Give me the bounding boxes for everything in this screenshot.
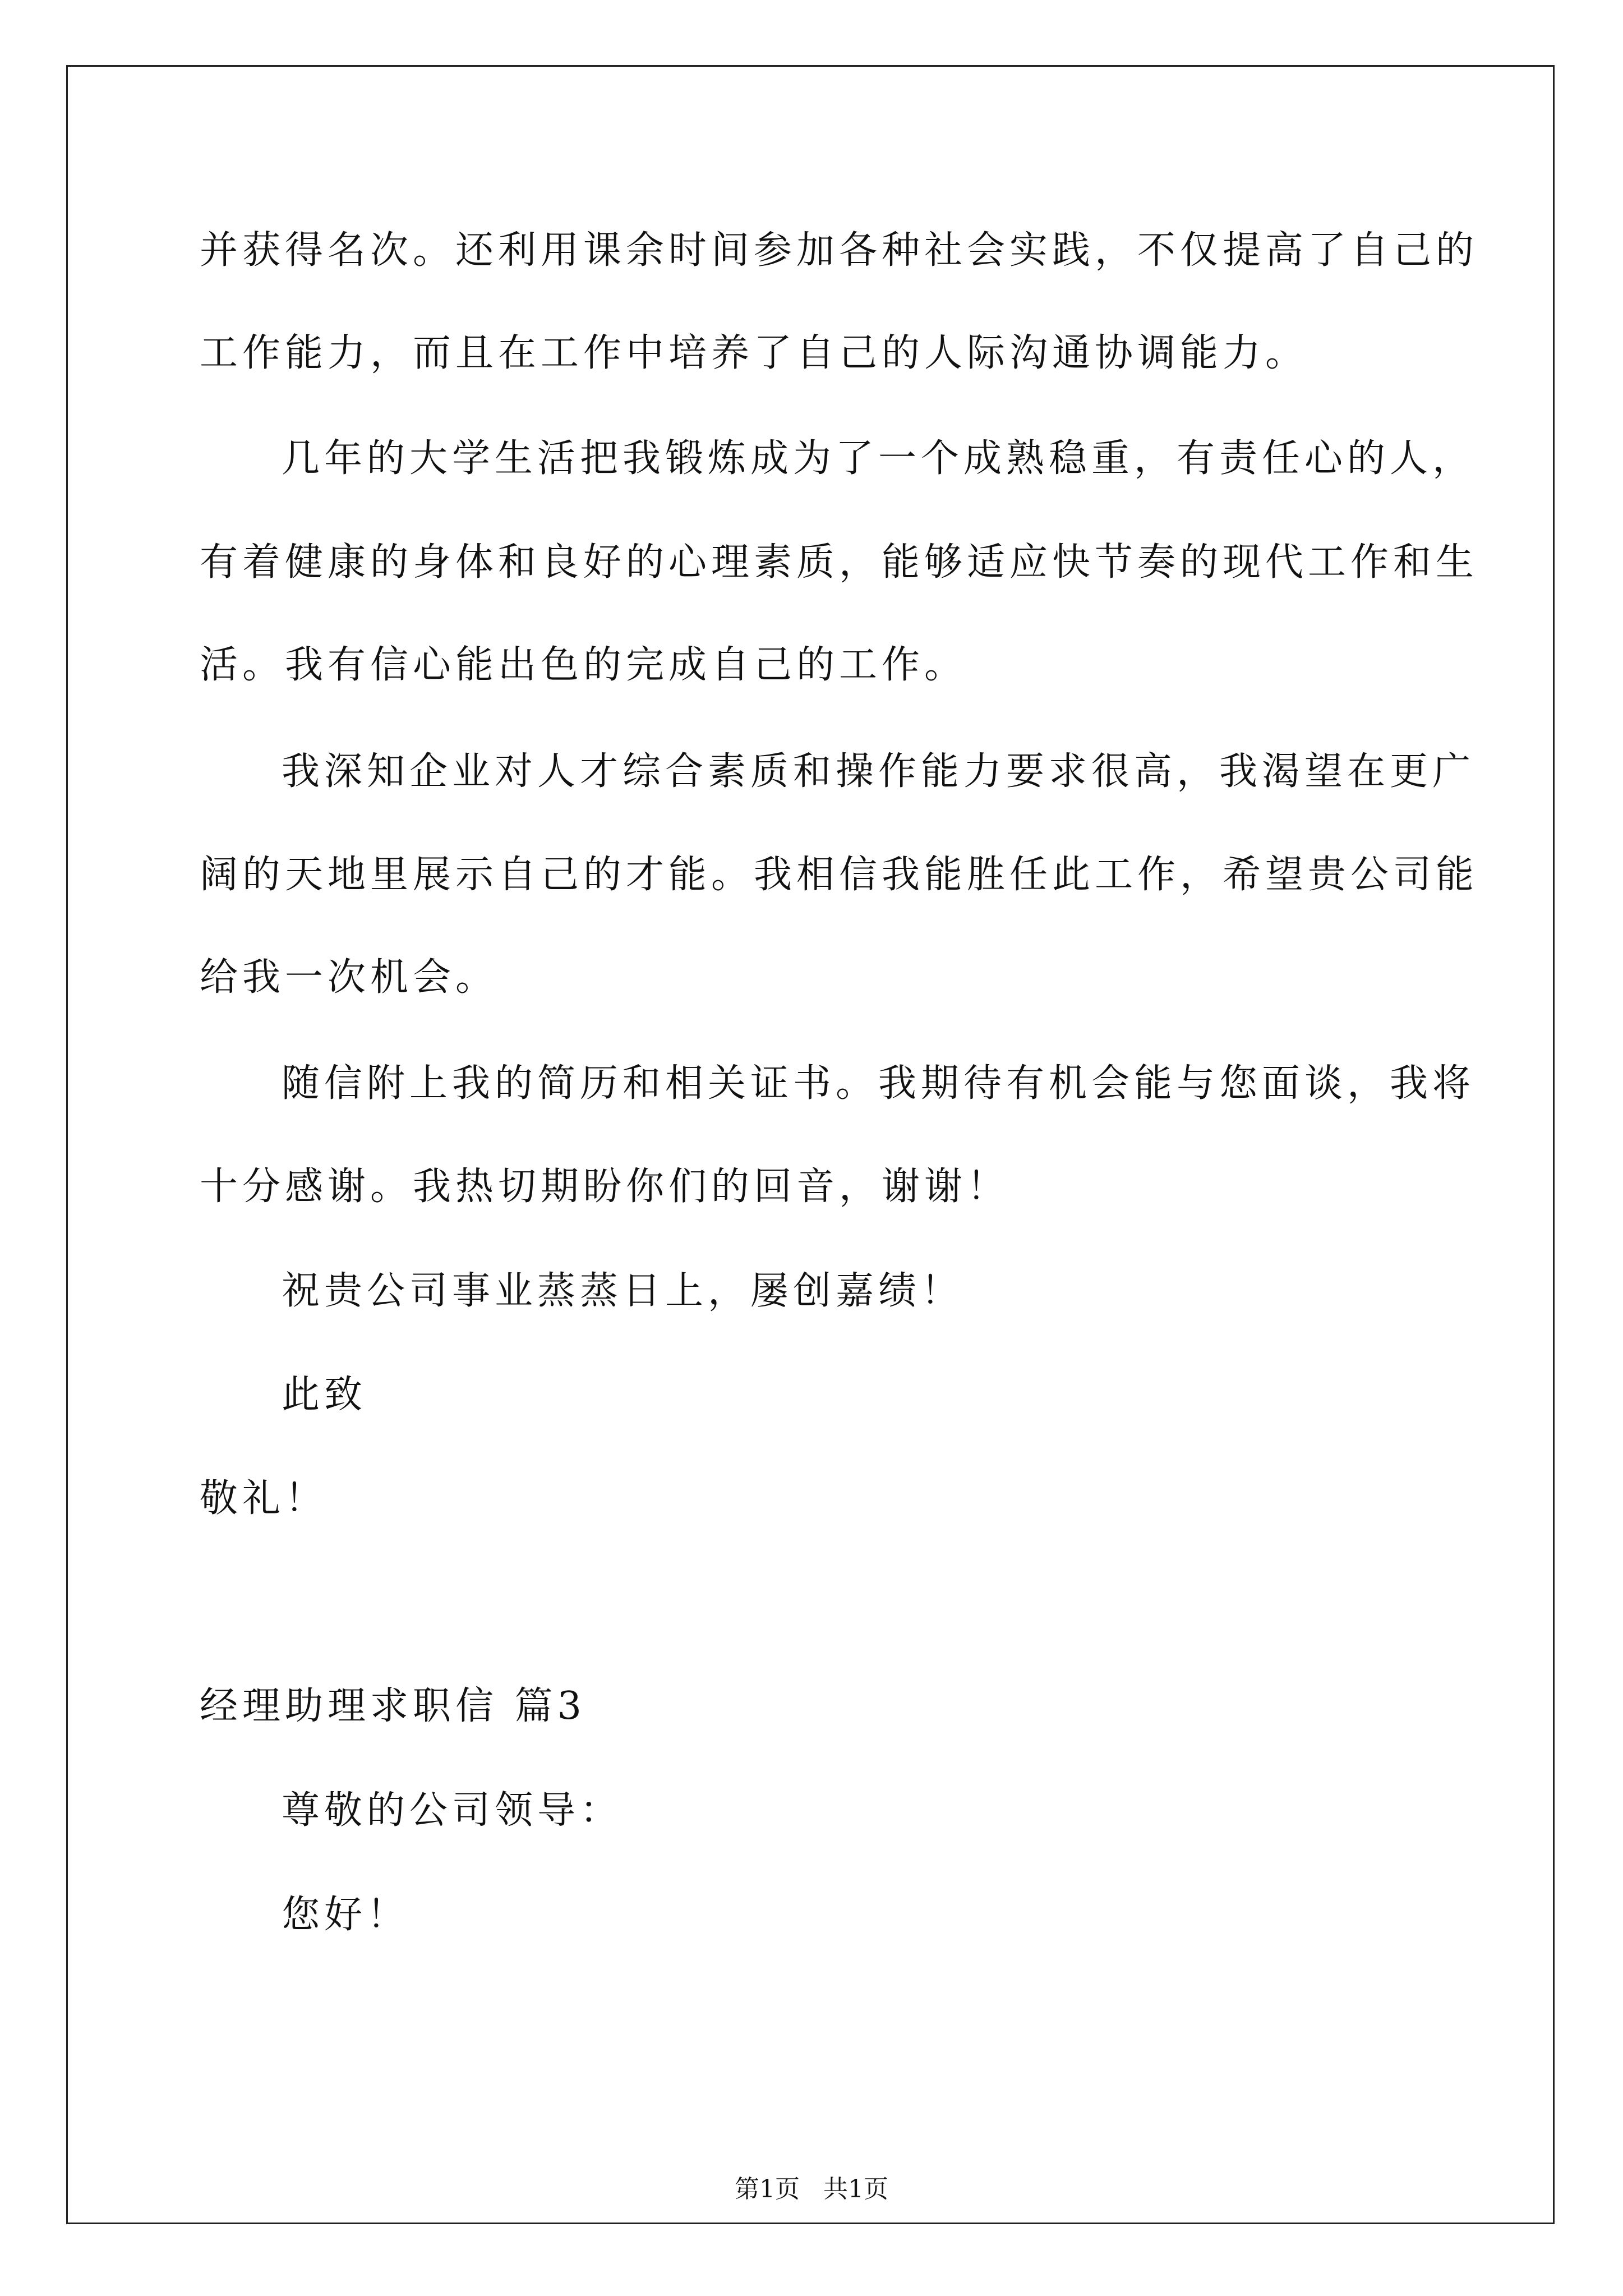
text-line: 我深知企业对人才综合素质和操作能力要求很高，我渴望在更广	[282, 749, 1476, 794]
closing-respect: 敬礼！	[200, 1476, 328, 1521]
text-line: 并获得名次。还利用课余时间参加各种社会实践，不仅提高了自己的	[200, 228, 1479, 273]
text-line: 几年的大学生活把我锻炼成为了一个成熟稳重，有责任心的人，	[282, 436, 1476, 481]
greeting-recipient: 尊敬的公司领导：	[282, 1788, 623, 1833]
page-footer: 第1页 共1页	[735, 2175, 888, 2203]
text-line: 十分感谢。我热切期盼你们的回音，谢谢！	[200, 1165, 1010, 1209]
text-line: 阔的天地里展示自己的才能。我相信我能胜任此工作，希望贵公司能	[200, 853, 1479, 897]
closing-wish: 祝贵公司事业蒸蒸日上，屡创嘉绩！	[282, 1269, 964, 1313]
section-heading: 经理助理求职信 篇3	[200, 1684, 586, 1728]
text-line: 随信附上我的简历和相关证书。我期待有机会能与您面谈，我将	[282, 1061, 1476, 1106]
closing-salutation: 此致	[282, 1373, 367, 1417]
text-line: 活。我有信心能出色的完成自己的工作。	[200, 643, 967, 687]
greeting: 您好！	[282, 1893, 410, 1937]
text-line: 工作能力，而且在工作中培养了自己的人际沟通协调能力。	[200, 331, 1308, 375]
text-line: 给我一次机会。	[200, 955, 499, 1000]
text-line: 有着健康的身体和良好的心理素质，能够适应快节奏的现代工作和生	[200, 540, 1479, 585]
